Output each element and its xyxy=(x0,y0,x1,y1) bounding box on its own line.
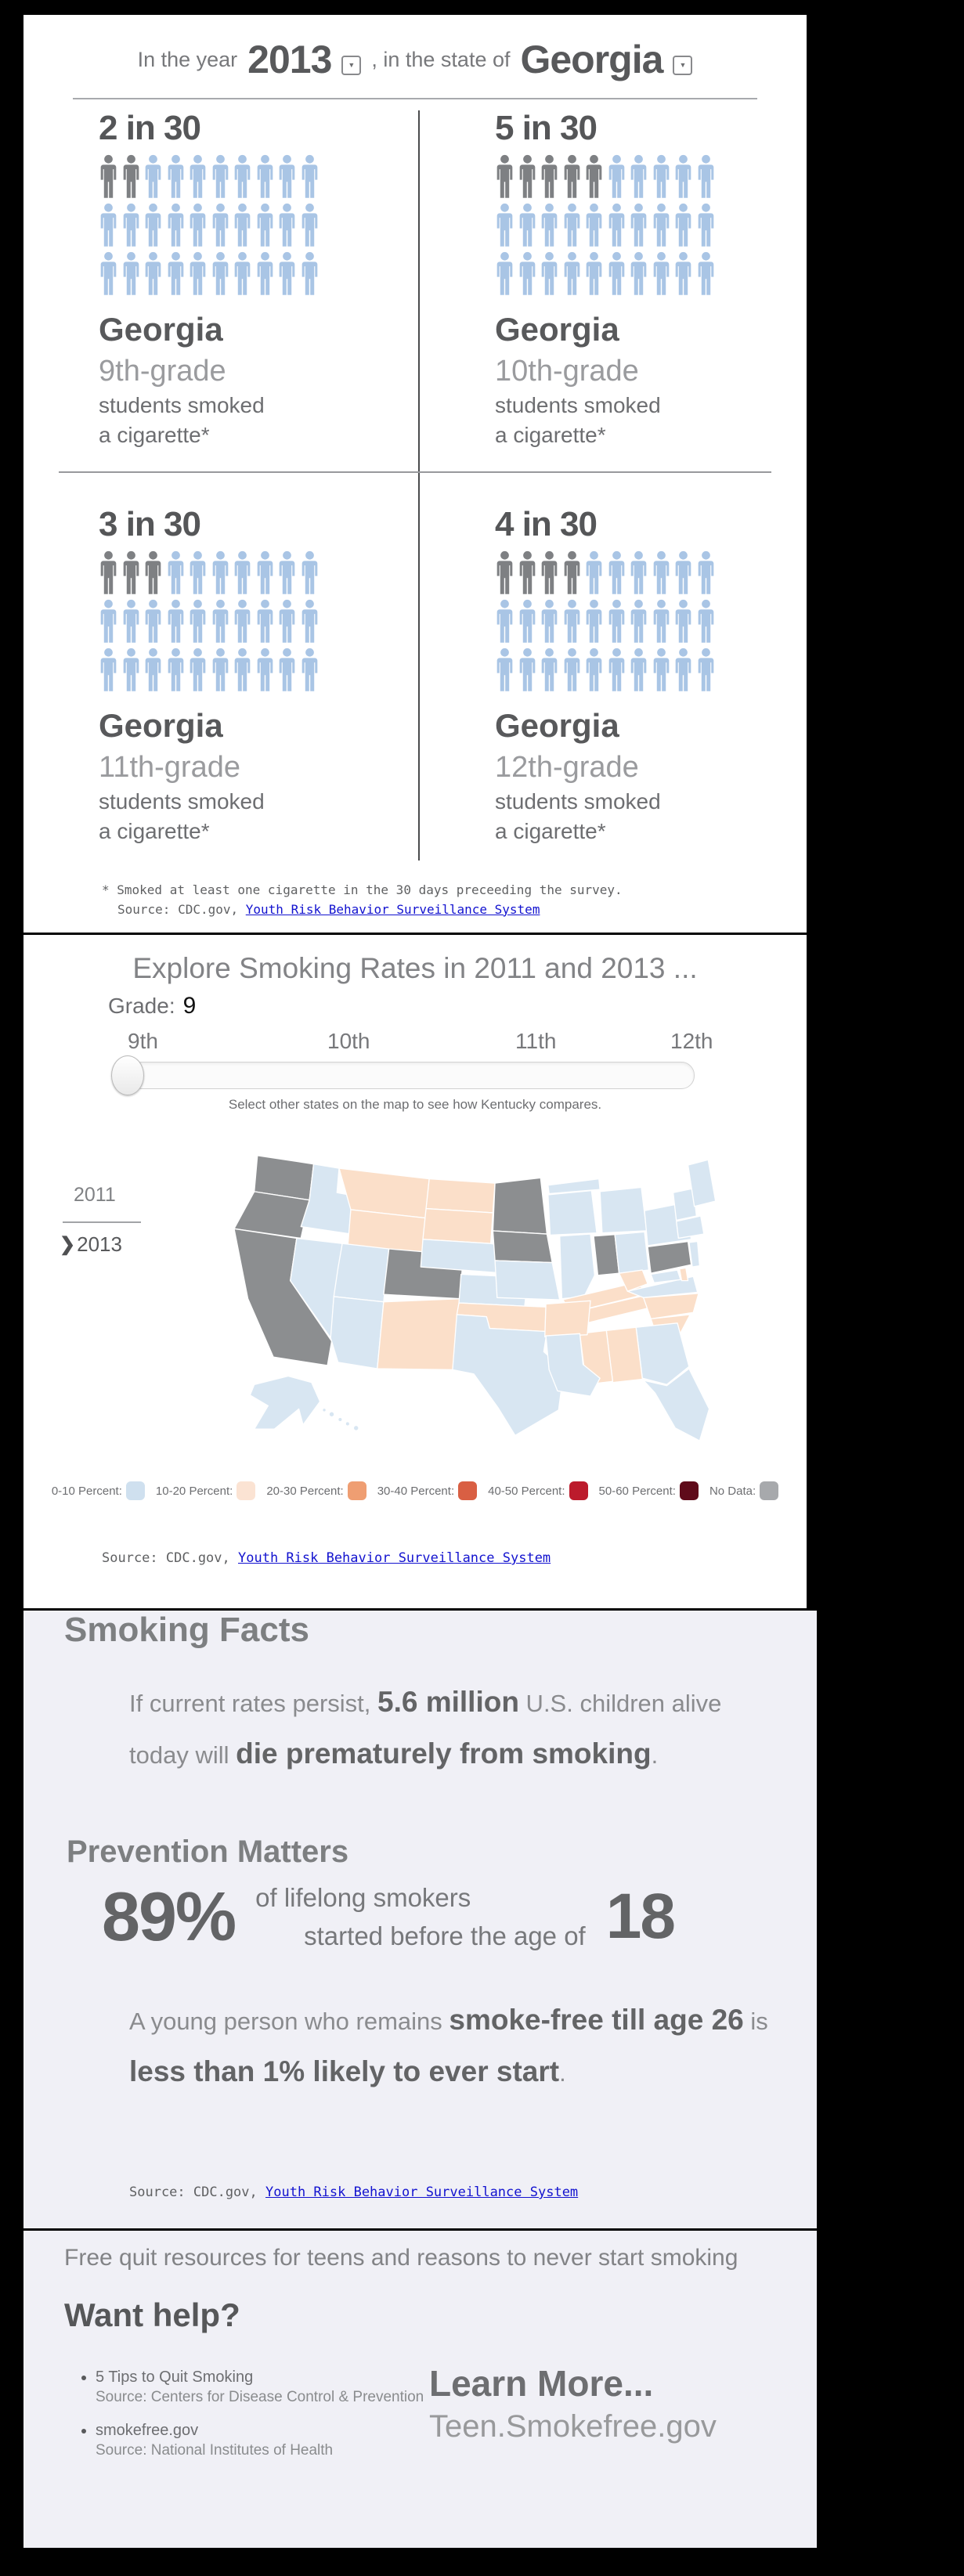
smoker-person-icon xyxy=(143,550,163,596)
fact-text: If current rates persist, xyxy=(129,1690,377,1717)
person-icon xyxy=(99,599,118,644)
source-line xyxy=(129,2185,578,2200)
person-icon xyxy=(629,154,648,200)
person-icon xyxy=(143,203,163,248)
legend-swatch-icon xyxy=(458,1481,477,1500)
person-icon xyxy=(166,550,186,596)
state-ND[interactable] xyxy=(426,1179,495,1213)
person-icon xyxy=(673,599,693,644)
footnote xyxy=(102,881,623,920)
header-divider xyxy=(73,98,757,99)
smoker-person-icon xyxy=(584,154,604,200)
person-icon xyxy=(166,154,186,200)
resource-list-item xyxy=(96,2422,424,2459)
chevron-down-icon: ▼ xyxy=(679,61,687,69)
year-option-2013[interactable] xyxy=(60,1232,122,1257)
person-icon xyxy=(562,648,582,693)
person-icon-grid xyxy=(99,154,326,297)
person-icon xyxy=(121,203,141,248)
legend-swatch-icon xyxy=(680,1481,699,1500)
ratio-label: 2 in 30 xyxy=(99,109,200,147)
grade-label: 12th-grade xyxy=(495,751,639,784)
state-dropdown-button[interactable] xyxy=(673,56,692,75)
person-icon xyxy=(562,251,582,297)
legend-item xyxy=(52,1481,145,1500)
quadrant-11th xyxy=(99,505,428,844)
smoker-person-icon xyxy=(495,154,514,200)
legend-label: 30-40 Percent: xyxy=(377,1484,455,1498)
footnote-line1: * Smoked at least one cigarette in the 30 days preceeding the survey. xyxy=(102,882,623,897)
caption-line: a cigarette* xyxy=(495,819,606,843)
grade-label: 10th-grade xyxy=(495,355,639,388)
person-icon xyxy=(584,648,604,693)
person-icon xyxy=(607,648,626,693)
legend-swatch-icon xyxy=(236,1481,255,1500)
quadrant-horizontal-divider xyxy=(59,471,771,473)
state-IL[interactable] xyxy=(560,1234,595,1299)
person-icon xyxy=(166,251,186,297)
grade-label: 9th-grade xyxy=(99,355,226,388)
person-icon xyxy=(607,203,626,248)
legend-item xyxy=(377,1481,477,1500)
grade-readout xyxy=(108,993,196,1019)
person-icon xyxy=(652,648,671,693)
year-option-2013-label: 2013 xyxy=(77,1232,122,1256)
person-icon xyxy=(696,550,716,596)
person-icon xyxy=(121,251,141,297)
person-icon xyxy=(518,599,537,644)
smoker-person-icon xyxy=(99,550,118,596)
person-icon xyxy=(495,203,514,248)
state-MI-upper[interactable] xyxy=(548,1179,600,1194)
person-icon xyxy=(188,203,208,248)
person-icon xyxy=(277,154,297,200)
person-icon xyxy=(277,251,297,297)
person-icon xyxy=(188,154,208,200)
person-icon xyxy=(300,251,320,297)
fact-text: . xyxy=(559,2058,566,2087)
state-HI[interactable] xyxy=(323,1408,327,1412)
smoker-person-icon xyxy=(518,550,537,596)
year-option-2011[interactable]: 2011 xyxy=(74,1184,116,1206)
slider-tick-12th: 12th xyxy=(670,1029,713,1053)
state-WI[interactable] xyxy=(548,1191,597,1236)
source-line xyxy=(102,1550,551,1566)
legend-item xyxy=(488,1481,587,1500)
legend-label: 0-10 Percent: xyxy=(51,1484,122,1498)
person-icon xyxy=(143,251,163,297)
person-icon xyxy=(518,648,537,693)
person-icon xyxy=(277,599,297,644)
state-DE[interactable] xyxy=(680,1268,688,1280)
smoker-person-icon xyxy=(495,550,514,596)
smoking-facts-panel xyxy=(23,1611,817,2228)
person-icon xyxy=(121,599,141,644)
person-icon xyxy=(211,203,230,248)
person-icon xyxy=(255,599,275,644)
smoker-person-icon xyxy=(121,550,141,596)
person-icon xyxy=(99,251,118,297)
header-pre-text: In the year xyxy=(137,47,238,71)
person-icon xyxy=(188,251,208,297)
person-icon xyxy=(300,203,320,248)
us-choropleth-map xyxy=(219,1137,728,1463)
state-value: Georgia xyxy=(520,38,663,81)
stat-row xyxy=(102,1877,674,1957)
fact-paragraph-1 xyxy=(129,1676,756,1780)
grade-slider-track[interactable] xyxy=(128,1062,695,1089)
header xyxy=(23,37,807,82)
person-icon xyxy=(255,550,275,596)
person-icon xyxy=(696,203,716,248)
person-icon xyxy=(211,154,230,200)
person-icon xyxy=(143,648,163,693)
person-icon xyxy=(233,154,252,200)
map-legend xyxy=(23,1481,807,1500)
person-icon xyxy=(629,599,648,644)
resource-title[interactable]: • smokefree.gov xyxy=(96,2422,199,2439)
fact-text: . xyxy=(651,1741,659,1769)
person-icon xyxy=(518,203,537,248)
quit-resources-panel xyxy=(23,2231,817,2548)
state-label: Georgia xyxy=(99,311,223,348)
person-icon xyxy=(652,154,671,200)
state-HI[interactable] xyxy=(345,1422,349,1426)
person-icon xyxy=(652,599,671,644)
legend-label: 20-30 Percent: xyxy=(266,1484,344,1498)
fact-bold: smoke-free till age 26 xyxy=(449,2004,744,2036)
smoker-person-icon xyxy=(562,550,582,596)
person-icon xyxy=(673,154,693,200)
caption-line: students smoked xyxy=(99,789,265,814)
source-link[interactable]: Youth Risk Behavior Surveillance System xyxy=(245,901,540,917)
person-icon xyxy=(652,251,671,297)
legend-swatch-icon xyxy=(569,1481,588,1500)
person-icon xyxy=(211,251,230,297)
person-icon xyxy=(540,599,559,644)
resource-source: Source: National Institutes of Health xyxy=(96,2442,334,2459)
state-MO[interactable] xyxy=(495,1261,560,1300)
legend-label: 40-50 Percent: xyxy=(488,1484,565,1498)
legend-label: 50-60 Percent: xyxy=(598,1484,676,1498)
person-icon xyxy=(629,648,648,693)
person-icon xyxy=(188,599,208,644)
person-icon xyxy=(540,648,559,693)
person-icon xyxy=(673,550,693,596)
person-icon xyxy=(300,648,320,693)
slider-tick-10th: 10th xyxy=(327,1029,370,1053)
person-icon xyxy=(584,550,604,596)
person-icon xyxy=(696,251,716,297)
resource-list-item xyxy=(96,2369,424,2406)
person-icon xyxy=(584,599,604,644)
learn-more-site-link[interactable]: Teen.Smokefree.gov xyxy=(429,2409,717,2444)
caption-line: students smoked xyxy=(99,393,265,417)
legend-label: No Data: xyxy=(709,1484,756,1498)
stat-caption-line2: started before the age of xyxy=(304,1921,586,1950)
legend-swatch-icon xyxy=(348,1481,366,1500)
person-icon-grid xyxy=(99,550,326,693)
resource-list xyxy=(78,2369,424,2475)
person-icon xyxy=(166,203,186,248)
resource-title[interactable]: • 5 Tips to Quit Smoking xyxy=(96,2369,254,2386)
state-label: Georgia xyxy=(99,707,223,744)
person-icon xyxy=(300,599,320,644)
year-divider xyxy=(63,1221,141,1223)
person-icon xyxy=(696,154,716,200)
person-icon xyxy=(673,648,693,693)
legend-swatch-icon xyxy=(126,1481,145,1500)
fact-text: is xyxy=(743,2008,768,2035)
person-icon xyxy=(540,203,559,248)
quadrant-9th xyxy=(99,109,428,448)
person-icon xyxy=(255,203,275,248)
slider-tick-9th: 9th xyxy=(128,1029,158,1053)
source-link[interactable]: Youth Risk Behavior Surveillance System xyxy=(265,2185,579,2200)
caption-line: a cigarette* xyxy=(99,819,210,843)
person-icon xyxy=(607,599,626,644)
state-NM[interactable] xyxy=(377,1299,460,1370)
person-icon xyxy=(277,550,297,596)
want-help-heading: Want help? xyxy=(64,2296,240,2333)
smoker-person-icon xyxy=(99,154,118,200)
person-icon xyxy=(562,599,582,644)
person-icon xyxy=(188,648,208,693)
chevron-right-icon: ❯ xyxy=(60,1234,76,1255)
year-dropdown-button[interactable] xyxy=(341,56,361,75)
source-line xyxy=(102,900,623,920)
person-icon xyxy=(300,154,320,200)
caption-line: students smoked xyxy=(495,393,661,417)
person-icon xyxy=(300,550,320,596)
person-icon xyxy=(143,599,163,644)
person-icon xyxy=(696,648,716,693)
person-icon xyxy=(99,203,118,248)
caption-line: a cigarette* xyxy=(99,423,210,447)
year-value: 2013 xyxy=(247,38,332,81)
person-icon xyxy=(255,154,275,200)
resource-source: Source: Centers for Disease Control & Prevention xyxy=(96,2389,424,2405)
pictograph-panel xyxy=(23,15,807,933)
state-HI[interactable] xyxy=(338,1417,342,1421)
person-icon xyxy=(143,154,163,200)
quadrant-12th xyxy=(495,505,824,844)
ratio-label: 4 in 30 xyxy=(495,505,597,543)
person-icon xyxy=(99,648,118,693)
person-icon xyxy=(629,251,648,297)
state-OH[interactable] xyxy=(615,1232,648,1273)
person-icon xyxy=(255,648,275,693)
grade-label: Grade: xyxy=(108,994,175,1018)
stat-percent: 89% xyxy=(102,1878,236,1955)
map-instruction: Select other states on the map to see how Kentucky compares. xyxy=(228,1097,602,1112)
smoker-person-icon xyxy=(518,154,537,200)
caption-line: students smoked xyxy=(495,789,661,814)
grade-value: 9 xyxy=(182,993,197,1019)
person-icon xyxy=(233,599,252,644)
state-SD[interactable] xyxy=(423,1209,493,1244)
chevron-down-icon: ▼ xyxy=(348,61,356,69)
person-icon xyxy=(211,648,230,693)
person-icon xyxy=(233,550,252,596)
state-AZ[interactable] xyxy=(330,1297,384,1369)
person-icon xyxy=(233,648,252,693)
fact-bold: die prematurely from smoking xyxy=(236,1737,652,1770)
state-MN[interactable] xyxy=(493,1178,547,1234)
state-HI[interactable] xyxy=(353,1425,359,1431)
grade-slider-thumb[interactable] xyxy=(111,1055,144,1095)
explorer-title: Explore Smoking Rates in 2011 and 2013 ... xyxy=(132,952,698,984)
legend-item xyxy=(266,1481,366,1500)
person-icon xyxy=(255,251,275,297)
ratio-label: 3 in 30 xyxy=(99,505,200,543)
source-link[interactable]: Youth Risk Behavior Surveillance System xyxy=(238,1550,551,1566)
fact-bold: 5.6 million xyxy=(377,1686,519,1718)
smoker-person-icon xyxy=(121,154,141,200)
source-prefix: Source: CDC.gov, xyxy=(117,901,246,917)
grade-label: 11th-grade xyxy=(99,751,240,784)
person-icon xyxy=(629,203,648,248)
person-icon xyxy=(629,550,648,596)
fact-bold: less than 1% likely to ever start xyxy=(129,2055,560,2087)
legend-swatch-icon xyxy=(760,1481,778,1500)
header-mid-text: , in the state of xyxy=(371,47,511,71)
smoker-person-icon xyxy=(540,154,559,200)
person-icon xyxy=(584,251,604,297)
person-icon xyxy=(211,550,230,596)
state-UT[interactable] xyxy=(334,1243,388,1301)
person-icon xyxy=(607,251,626,297)
fact-text: U.S. children alive today will xyxy=(129,1690,722,1769)
fact-text: A young person who remains xyxy=(129,2008,450,2035)
person-icon xyxy=(277,203,297,248)
person-icon xyxy=(166,648,186,693)
ratio-label: 5 in 30 xyxy=(495,109,597,147)
person-icon xyxy=(673,251,693,297)
person-icon xyxy=(495,648,514,693)
state-label: Georgia xyxy=(495,311,619,348)
stat-age: 18 xyxy=(605,1881,674,1952)
person-icon xyxy=(607,154,626,200)
map-explorer-panel xyxy=(23,935,807,1608)
person-icon xyxy=(121,648,141,693)
person-icon xyxy=(562,203,582,248)
state-HI[interactable] xyxy=(329,1412,334,1417)
state-label: Georgia xyxy=(495,707,619,744)
person-icon xyxy=(673,203,693,248)
person-icon xyxy=(696,599,716,644)
state-AR[interactable] xyxy=(545,1301,590,1337)
person-icon xyxy=(607,550,626,596)
person-icon xyxy=(166,599,186,644)
resources-intro: Free quit resources for teens and reasons to never start smoking xyxy=(64,2245,738,2271)
person-icon xyxy=(495,251,514,297)
person-icon xyxy=(540,251,559,297)
legend-item xyxy=(599,1481,699,1500)
learn-more-label: Learn More... xyxy=(429,2363,654,2404)
source-prefix: Source: CDC.gov, xyxy=(102,1550,238,1566)
person-icon xyxy=(584,203,604,248)
learn-more-block xyxy=(429,2362,717,2444)
slider-tick-11th: 11th xyxy=(515,1029,557,1053)
stat-caption-line1: of lifelong smokers xyxy=(255,1882,471,1912)
facts-title: Smoking Facts xyxy=(64,1611,309,1649)
person-icon-grid xyxy=(495,550,722,693)
smoker-person-icon xyxy=(540,550,559,596)
person-icon xyxy=(652,203,671,248)
person-icon xyxy=(188,550,208,596)
state-MI[interactable] xyxy=(600,1187,647,1232)
person-icon xyxy=(277,648,297,693)
prevention-title: Prevention Matters xyxy=(67,1835,349,1869)
fact-paragraph-2 xyxy=(129,1994,787,2098)
person-icon-grid xyxy=(495,154,722,297)
person-icon xyxy=(652,550,671,596)
legend-item xyxy=(709,1481,778,1500)
legend-item xyxy=(156,1481,255,1500)
state-AK[interactable] xyxy=(250,1376,320,1430)
person-icon xyxy=(211,599,230,644)
stat-caption xyxy=(255,1878,586,1956)
smoker-person-icon xyxy=(562,154,582,200)
state-IA[interactable] xyxy=(493,1231,552,1263)
person-icon xyxy=(495,599,514,644)
quadrant-10th xyxy=(495,109,824,448)
person-icon xyxy=(233,203,252,248)
source-prefix: Source: CDC.gov, xyxy=(129,2185,265,2200)
legend-label: 10-20 Percent: xyxy=(155,1484,233,1498)
caption-line: a cigarette* xyxy=(495,423,606,447)
person-icon xyxy=(518,251,537,297)
person-icon xyxy=(233,251,252,297)
